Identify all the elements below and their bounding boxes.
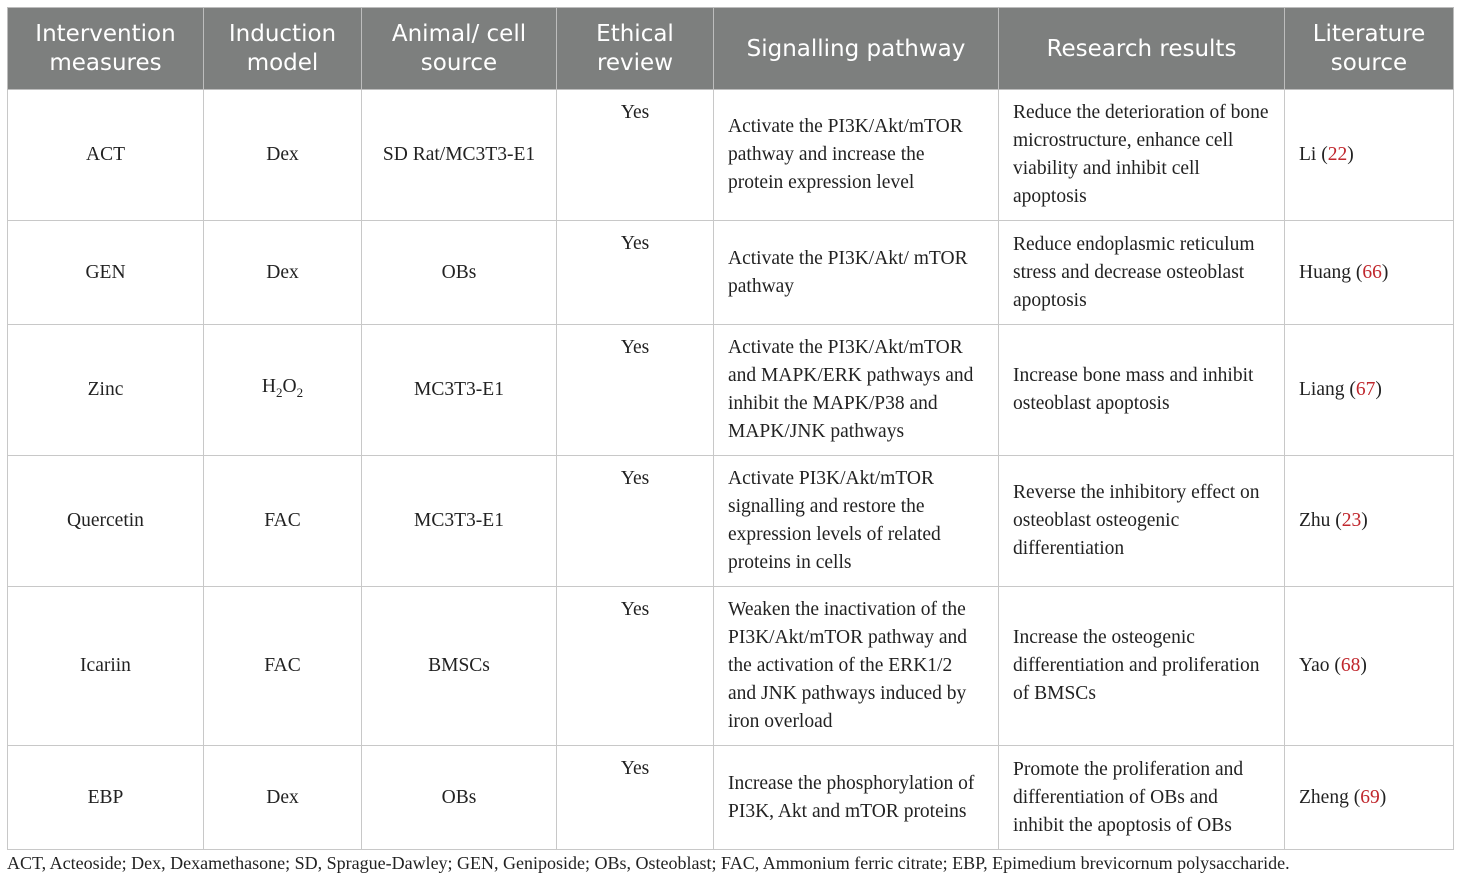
cell-induction-model: FAC [204,456,362,587]
table-row [8,221,1454,325]
cell-pathway: Activate the PI3K/Akt/ mTOR pathway [714,221,999,325]
cell-source: SD Rat/MC3T3-E1 [362,90,557,221]
cell-ethical-review: Yes [557,746,714,850]
cell-induction-model: FAC [204,587,362,746]
header-row [8,8,1454,90]
cell-literature: Li (22) [1285,90,1454,221]
cell-source: MC3T3-E1 [362,325,557,456]
reference-link[interactable]: 66 [1362,261,1382,283]
cell-ethical-review: Yes [557,325,714,456]
intervention-table [7,7,1454,850]
cell-ethical-review: Yes [557,456,714,587]
header-intervention: Intervention measures [8,8,204,90]
cell-ethical-review: Yes [557,90,714,221]
cell-intervention: EBP [8,746,204,850]
header-research-results: Research results [999,8,1285,90]
lit-author: Yao [1299,655,1330,676]
cell-intervention: GEN [8,221,204,325]
cell-literature: Huang (66) [1285,221,1454,325]
cell-results: Reduce endoplasmic reticulum stress and decrease osteoblast apoptosis [999,221,1285,325]
cell-induction-model: Dex [204,90,362,221]
cell-pathway: Weaken the inactivation of the PI3K/Akt/mTOR pathway and the activation of the ERK1/2 and JNK pathways induced by iron overload [714,587,999,746]
reference-link[interactable]: 69 [1360,786,1380,808]
cell-literature: Yao (68) [1285,587,1454,746]
cell-results: Increase bone mass and inhibit osteoblast apoptosis [999,325,1285,456]
reference-link[interactable]: 23 [1341,510,1362,531]
header-animal-cell-source: Animal/ cell source [362,8,557,90]
cell-source: OBs [362,746,557,850]
cell-pathway: Increase the phosphorylation of PI3K, Akt and mTOR proteins [714,746,999,850]
cell-ethical-review: Yes [557,587,714,746]
cell-source: OBs [362,221,557,325]
lit-author: Huang [1299,261,1351,283]
cell-pathway: Activate the PI3K/Akt/mTOR pathway and increase the protein expression level [714,90,999,221]
reference-link[interactable]: 67 [1355,379,1376,400]
cell-intervention: Icariin [8,587,204,746]
table-row [8,587,1454,746]
cell-source: BMSCs [362,587,557,746]
cell-intervention: Quercetin [8,456,204,587]
cell-intervention: Zinc [8,325,204,456]
cell-results: Promote the proliferation and differentiation of OBs and inhibit the apoptosis of OBs [999,746,1285,850]
cell-results: Reduce the deterioration of bone microstructure, enhance cell viability and inhibit cell apoptosis [999,90,1285,221]
lit-author: Liang [1299,379,1345,400]
cell-intervention: ACT [8,90,204,221]
cell-results: Increase the osteogenic differentiation and proliferation of BMSCs [999,587,1285,746]
reference-link[interactable]: 68 [1340,655,1361,676]
header-ethical-review: Ethical review [557,8,714,90]
cell-results: Reverse the inhibitory effect on osteoblast osteogenic differentiation [999,456,1285,587]
header-literature-source: Literature source [1285,8,1454,90]
cell-pathway: Activate the PI3K/Akt/mTOR and MAPK/ERK pathways and inhibit the MAPK/P38 and MAPK/JNK pathways [714,325,999,456]
table-row [8,746,1454,850]
cell-ethical-review: Yes [557,221,714,325]
table-row [8,456,1454,587]
lit-author: Zhu [1299,510,1331,531]
reference-link[interactable]: 22 [1327,144,1348,165]
cell-literature: Zhu (23) [1285,456,1454,587]
cell-pathway: Activate PI3K/Akt/mTOR signalling and restore the expression levels of related proteins in cells [714,456,999,587]
cell-literature: Zheng (69) [1285,746,1454,850]
table-footnote: ACT, Acteoside; Dex, Dexamethasone; SD, Sprague-Dawley; GEN, Geniposide; OBs, Osteoblast; FAC, Ammonium ferric citrate; EBP, Epimedium brevicornum polysaccharide. [7,853,1290,873]
data-table-container [7,7,1453,850]
lit-author: Zheng [1299,786,1349,808]
table-row [8,325,1454,456]
table-row [8,90,1454,221]
header-signalling-pathway: Signalling pathway [714,8,999,90]
cell-literature: Liang (67) [1285,325,1454,456]
header-induction-model: Induction model [204,8,362,90]
cell-induction-model: Dex [204,746,362,850]
cell-induction-model: Dex [204,221,362,325]
lit-author: Li [1299,144,1317,165]
cell-induction-model: $H_2O_2$ [204,325,362,456]
cell-source: MC3T3-E1 [362,456,557,587]
